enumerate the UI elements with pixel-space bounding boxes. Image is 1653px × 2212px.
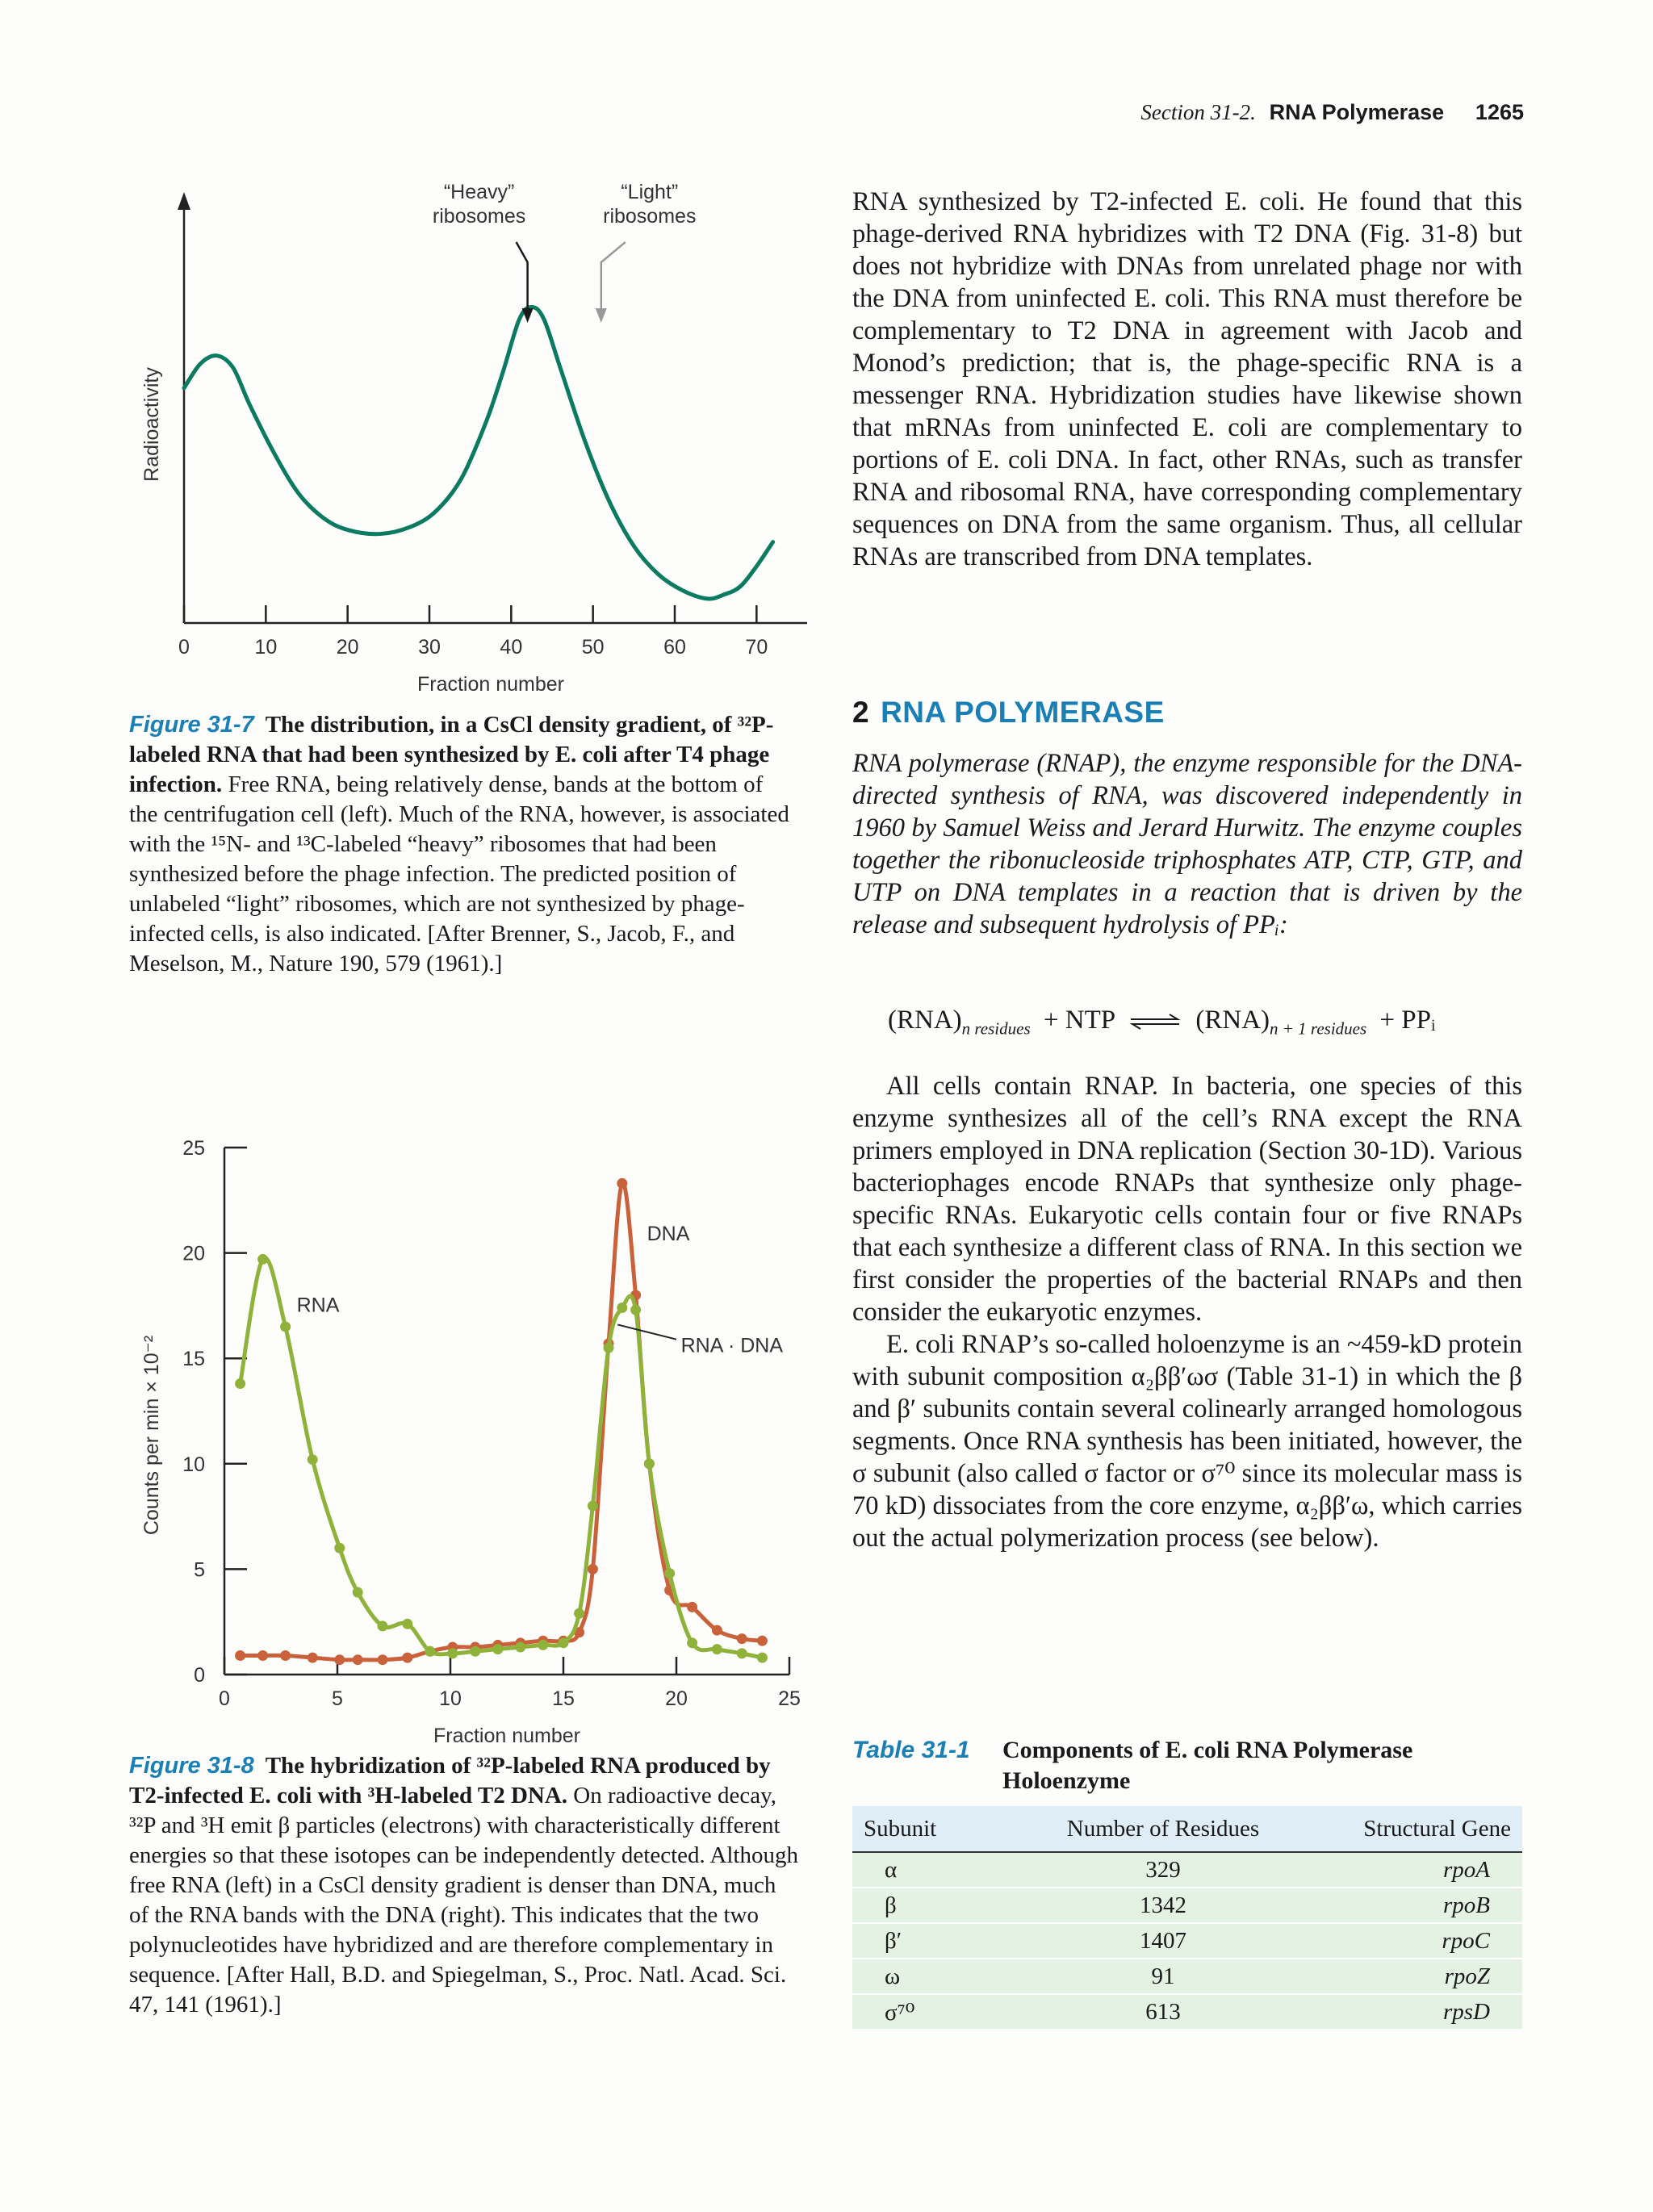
data-point-rna	[664, 1568, 675, 1579]
series-line-dna	[241, 1183, 763, 1660]
cell-subunit: β	[852, 1888, 1028, 1923]
y-axis-label: Radioactivity	[140, 367, 163, 482]
figure-31-7-chart	[129, 178, 807, 702]
data-point-rna	[538, 1640, 548, 1650]
data-point-dna	[588, 1564, 598, 1574]
annotation-leader	[601, 242, 626, 315]
y-tick-label: 5	[194, 1558, 205, 1582]
radioactivity-curve	[184, 307, 773, 599]
data-point-rna	[470, 1646, 480, 1657]
figure-31-7-svg	[129, 178, 807, 702]
x-tick-label: 70	[745, 636, 768, 659]
section-title: RNA POLYMERASE	[881, 696, 1165, 729]
figure-31-8-chart	[129, 1122, 815, 1743]
equilibrium-arrow-icon	[1129, 1007, 1181, 1037]
data-point-rna	[644, 1458, 655, 1469]
table-31-1	[852, 1806, 1522, 2030]
data-point-dna	[617, 1178, 627, 1189]
data-point-rna	[334, 1543, 345, 1553]
figure-31-7-title: The distribution, in a CsCl density gradient, of ³²P-labeled RNA that had been synthesized by E. coli after T4 phage infection.	[129, 712, 774, 797]
data-point-dna	[334, 1654, 345, 1665]
data-point-rna	[630, 1305, 641, 1315]
figure-31-7-caption-body: Free RNA, being relatively dense, bands at the bottom of the centrifugation cell (left). Much of the RNA, however, is associated with the ¹⁵N- and ¹³C-labeled “heavy” ribosomes that had been synthesized before the phage infection. The predicted position of unlabeled “light” ribosomes, which are not synthesized by phage-infected cells, is also indicated. [After Brenner, S., Jacob, F., and Meselson, M., Nature 190, 579 (1961).]	[129, 771, 789, 976]
cell-residues: 91	[1028, 1959, 1298, 1994]
data-point-rna	[617, 1303, 627, 1313]
data-point-rna	[402, 1619, 412, 1629]
data-point-rna	[257, 1254, 268, 1265]
data-point-rna	[235, 1378, 245, 1389]
table-row	[852, 1959, 1522, 1994]
annotation-leader	[517, 242, 528, 315]
header-residues: Number of Residues	[1028, 1806, 1298, 1852]
x-tick-label: 25	[778, 1687, 801, 1710]
x-tick-label: 60	[663, 636, 686, 659]
x-axis-label: Fraction number	[416, 673, 565, 696]
table-row	[852, 1852, 1522, 1888]
annotation-label-line2: ribosomes	[603, 205, 697, 228]
data-point-dna	[257, 1650, 268, 1661]
data-point-rna	[353, 1587, 363, 1598]
table-31-1-label: Table 31-1	[852, 1737, 970, 1763]
cell-gene: rpsD	[1298, 1994, 1522, 2030]
section-intro	[852, 747, 1522, 941]
eq-plus-ppi: + PPᵢ	[1379, 1006, 1436, 1035]
reaction-equation	[888, 1006, 1534, 1039]
x-tick-label: 5	[332, 1687, 343, 1710]
data-point-dna	[280, 1650, 291, 1661]
table-row	[852, 1923, 1522, 1959]
series-line-rna	[241, 1258, 763, 1658]
y-tick-label: 0	[194, 1664, 205, 1687]
cell-subunit: β′	[852, 1923, 1028, 1959]
figure-31-8-caption-body: On radioactive decay, ³²P and ³H emit β particles (electrons) with characteristically different energies so that these isotopes can be independently detected. Although free RNA (left) in a CsCl density gradient is denser than DNA, much of the RNA bands with the DNA (right). This indicates that the two polynucleotides have hybridized and are therefore complementary in sequence. [After Hall, B.D. and Spiegelman, S., Proc. Natl. Acad. Sci. 47, 141 (1961).]	[129, 1783, 798, 2018]
figure-31-8-caption	[129, 1751, 799, 2020]
eq-right-sub: n + 1 residues	[1270, 1018, 1367, 1039]
cell-residues: 1407	[1028, 1923, 1298, 1959]
data-point-rna	[378, 1620, 388, 1631]
paragraph-text: All cells contain RNAP. In bacteria, one species of this enzyme synthesizes all of the cell’s RNA except the RNA primers employed in DNA replication (Section 30-1D). Various bacteriophages encode RNAPs that synthesize only phage-specific RNAs. Eukaryotic cells contain four or five RNAPs that each synthesize a different class of RNA. In this section we first consider the properties of the bacterial RNAPs and then consider the eukaryotic enzymes.	[852, 1072, 1522, 1327]
table-row	[852, 1888, 1522, 1923]
data-point-dna	[737, 1633, 747, 1644]
y-axis-label: Counts per min × 10⁻²	[140, 1335, 163, 1536]
data-point-rna	[737, 1648, 747, 1658]
x-tick-label: 40	[500, 636, 523, 659]
annotation-label-line1: “Light”	[621, 181, 679, 203]
data-point-rna	[492, 1644, 503, 1654]
figure-31-7-label: Figure 31-7	[129, 712, 254, 738]
annotation-arrow-icon	[522, 308, 534, 323]
cell-gene: rpoZ	[1298, 1959, 1522, 1994]
header-gene: Structural Gene	[1298, 1806, 1522, 1852]
eq-plus-ntp: + NTP	[1043, 1006, 1115, 1035]
figure-31-8-label: Figure 31-8	[129, 1753, 254, 1779]
table-row	[852, 1994, 1522, 2030]
data-point-rna	[574, 1608, 584, 1619]
series-label: RNA · DNA	[680, 1334, 784, 1357]
data-point-rna	[515, 1642, 525, 1653]
x-tick-label: 0	[178, 636, 190, 659]
section-reference: Section 31-2.	[1140, 100, 1256, 124]
data-point-dna	[378, 1654, 388, 1665]
table-header-row	[852, 1806, 1522, 1852]
annotation-label-line2: ribosomes	[432, 205, 526, 228]
series-label: DNA	[647, 1222, 690, 1245]
section-number: 2	[852, 696, 870, 729]
eq-right: (RNA)	[1195, 1006, 1270, 1035]
table-31-1-title: Components of E. coli RNA Polymerase Holoenzyme	[1002, 1737, 1413, 1794]
data-point-dna	[308, 1653, 318, 1663]
figure-31-8-title: The hybridization of ³²P-labeled RNA produced by T2-infected E. coli with ³H-labeled T2 DNA.	[129, 1753, 771, 1808]
cell-residues: 329	[1028, 1852, 1298, 1888]
paragraph-rna-hybridization	[852, 186, 1522, 573]
x-tick-label: 20	[336, 636, 359, 659]
cell-subunit: α	[852, 1852, 1028, 1888]
data-point-dna	[687, 1602, 697, 1612]
figure-31-8-svg	[129, 1122, 815, 1743]
annotation-label-line1: “Heavy”	[443, 181, 515, 203]
data-point-dna	[353, 1654, 363, 1665]
series-label: RNA	[296, 1294, 340, 1317]
data-point-rna	[425, 1646, 435, 1657]
data-point-rna	[757, 1653, 768, 1663]
data-point-dna	[757, 1636, 768, 1646]
paragraph-text: E. coli RNAP’s so-called holoenzyme is an ~459-kD protein with subunit composition α₂ββ′ωσ (Table 31-1) in which the β and β′ subunits contain several colinearly arranged homologous segments. Once RNA synthesis has been initiated, however, the σ subunit (also called σ factor or σ⁷⁰ since its molecular mass is 70 kD) dissociates from the core enzyme, α₂ββ′ω, which carries out the actual polymerization process (see below).	[852, 1330, 1522, 1553]
intro-text: RNA polymerase (RNAP), the enzyme responsible for the DNA-directed synthesis of RNA, was discovered independently in 1960 by Samuel Weiss and Jerard Hurwitz. The enzyme couples together the ribonucleoside triphosphates ATP, CTP, GTP, and UTP on DNA templates in a reaction that is driven by the release and subsequent hydrolysis of PPᵢ:	[852, 749, 1522, 939]
y-axis-arrow-icon	[178, 192, 190, 210]
figure-31-7-caption	[129, 710, 791, 979]
data-point-rna	[588, 1501, 598, 1512]
running-head	[1140, 100, 1524, 125]
data-point-rna	[604, 1343, 614, 1353]
x-tick-label: 0	[219, 1687, 230, 1710]
data-point-rna	[559, 1637, 569, 1648]
data-point-dna	[402, 1653, 412, 1663]
paragraph-text: RNA synthesized by T2-infected E. coli. He found that this phage-derived RNA hybridizes with T2 DNA (Fig. 31-8) but does not hybridize with DNAs from unrelated phage nor with the DNA from uninfected E. coli. This RNA must therefore be complementary to T2 DNA in agreement with Jacob and Monod’s prediction; that is, the phage-specific RNA is a messenger RNA. Hybridization studies have likewise shown that mRNAs from uninfected E. coli are complementary to portions of E. coli DNA. In fact, other RNAs, such as transfer RNA and ribosomal RNA, have corresponding complementary sequences on DNA from the same organism. Thus, all cellular RNAs are transcribed from DNA templates.	[852, 187, 1522, 571]
data-point-rna	[687, 1637, 697, 1648]
cell-gene: rpoB	[1298, 1888, 1522, 1923]
subunit-table	[852, 1806, 1522, 2030]
eq-left-sub: n residues	[961, 1018, 1031, 1039]
cell-gene: rpoC	[1298, 1923, 1522, 1959]
x-axis-label: Fraction number	[433, 1725, 581, 1743]
x-tick-label: 10	[439, 1687, 462, 1710]
label-leader-line	[617, 1324, 676, 1339]
annotation-arrow-icon	[596, 308, 607, 323]
cell-residues: 1342	[1028, 1888, 1298, 1923]
data-point-rna	[712, 1644, 722, 1654]
table-31-1-caption	[852, 1735, 1563, 1800]
chapter-section-title: RNA Polymerase	[1269, 100, 1445, 124]
cell-residues: 613	[1028, 1994, 1298, 2030]
x-tick-label: 20	[665, 1687, 688, 1710]
cell-gene: rpoA	[1298, 1852, 1522, 1888]
y-tick-label: 15	[182, 1348, 205, 1371]
eq-left: (RNA)	[888, 1006, 962, 1035]
data-point-rna	[280, 1322, 291, 1332]
header-subunit: Subunit	[852, 1806, 1028, 1852]
page-number: 1265	[1475, 100, 1524, 124]
x-tick-label: 30	[418, 636, 441, 659]
data-point-rna	[308, 1454, 318, 1465]
section-heading	[852, 696, 1165, 730]
x-tick-label: 50	[581, 636, 605, 659]
cell-subunit: ω	[852, 1959, 1028, 1994]
x-tick-label: 10	[254, 636, 278, 659]
data-point-rna	[447, 1648, 458, 1658]
x-tick-label: 15	[552, 1687, 575, 1710]
y-tick-label: 20	[182, 1242, 205, 1265]
y-tick-label: 10	[182, 1453, 205, 1476]
y-tick-label: 25	[182, 1137, 205, 1160]
data-point-dna	[235, 1650, 245, 1661]
paragraph-rnap-overview	[852, 1070, 1522, 1554]
cell-subunit: σ⁷⁰	[852, 1994, 1028, 2030]
data-point-dna	[712, 1625, 722, 1636]
